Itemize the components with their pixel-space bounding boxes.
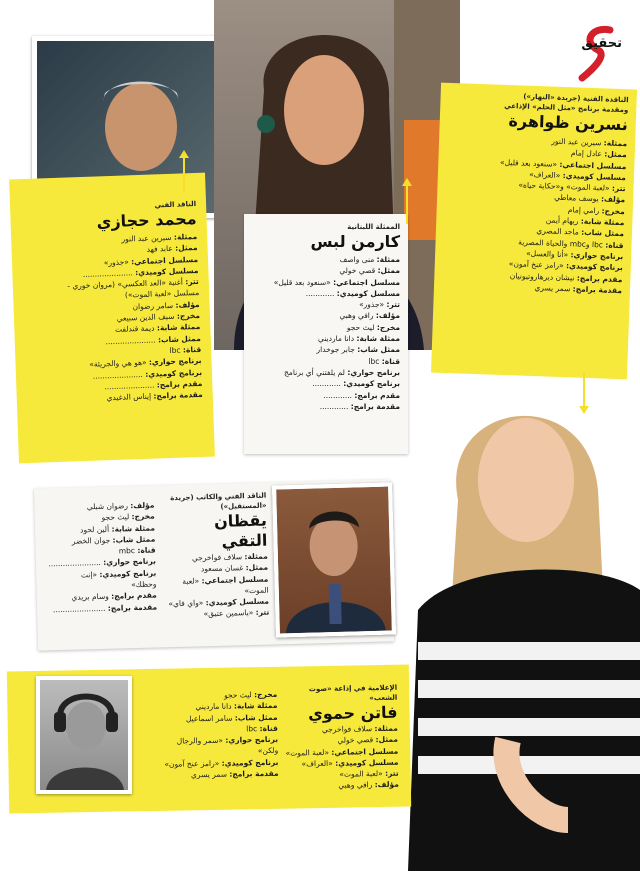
yaqzan-name: يقظان التقي [213, 510, 268, 551]
carmen-row [250, 401, 400, 412]
carmen-name: كارمن لبس [310, 232, 400, 251]
mohammad-row-value: ..................... [92, 369, 143, 381]
faten-left-row-label: مقدمة برامج: [229, 768, 279, 779]
faten-left-row-value: «سمر والرجال [176, 735, 224, 746]
faten-left-row-label: قناة: [259, 723, 278, 734]
yaqzan-row-value: غسان مسعود [200, 563, 244, 574]
yaqzan-left-row [41, 601, 157, 615]
carmen-role: الممثلة اللبنانية [347, 223, 400, 231]
nesrine-row-label: مسلسل اجتماعي: [559, 159, 627, 171]
nesrine-row-label: مؤلف: [600, 194, 626, 205]
faten-left-row-value: ليث حجو [223, 690, 252, 700]
faten-left-row-value: سامر اسماعيل [185, 713, 233, 723]
carmen-row-label: مؤلف: [375, 311, 400, 321]
nesrine-row-label: ممثل شاب: [581, 228, 625, 239]
yaqzan-left-row-label: برنامج كوميدي: [99, 568, 157, 579]
mohammad-role: الناقد الفني [154, 199, 197, 210]
yaqzan-left-row-label: ممثلة شابة: [111, 523, 156, 534]
yaqzan-row-value: سلاف فواخرجي [191, 552, 243, 563]
carmen-row-label: ممثل: [377, 266, 400, 276]
faten-left-row-label: مخرج: [254, 689, 278, 700]
yaqzan-row-label: مسلسل كوميدي: [205, 596, 270, 608]
yaqzan-left-row-value: ...................... [52, 603, 106, 614]
mohammad-row-label: ممثلة شابة: [156, 322, 201, 333]
nesrine-row-value: سمر يسري [534, 282, 571, 294]
carmen-panel [244, 214, 408, 454]
section-logo [552, 22, 632, 82]
mohammad-row-value: lbc [169, 345, 181, 355]
carmen-row [250, 322, 400, 333]
mohammad-row-value: ديمة قندلفت [114, 323, 155, 335]
nesrine-row-label: ممثلة: [603, 138, 628, 149]
yaqzan-role-line2: «المستقبل») [220, 501, 267, 511]
carmen-row-value: ليث حجو [346, 322, 375, 332]
faten-row-value: قصي خولي [337, 735, 374, 746]
faten-left-row-value: «رامز عنخ آمون» [164, 758, 220, 769]
yaqzan-row-value: الموت» [244, 585, 269, 596]
carmen-row-label: مقدمة برامج: [350, 401, 400, 411]
mohammad-row-label: ممثلة: [173, 231, 198, 242]
mohammad-row-label: مقدم برامج: [156, 378, 203, 390]
faten-row-label: مؤلف: [374, 780, 399, 790]
mohammad-row-label: برنامج حواري: [148, 356, 202, 368]
mohammad-row-value: «جذور» [103, 256, 129, 267]
faten-role: الإعلامية في إذاعة «صوت الشعب» [308, 683, 398, 703]
carmen-row-value: جابر جوخدار [316, 345, 355, 355]
arrow-carmen-head-icon [402, 178, 412, 186]
carmen-row-value: ............ [312, 379, 341, 389]
arrow-nesrine-head-icon [579, 406, 589, 414]
carmen-row [250, 356, 400, 367]
faten-left-row-value: دانا مارديني [195, 701, 232, 712]
yaqzan-left-row-label: مؤلف: [130, 500, 155, 511]
faten-row-value: سلاف فواخرجي [321, 724, 373, 735]
yaqzan-altaqi-photo [272, 482, 396, 637]
faten-left-row-label: برنامج كوميدي: [221, 757, 279, 768]
carmen-row-value: ............ [323, 390, 353, 400]
yaqzan-left-row-value: وسام بريدي [71, 592, 109, 603]
carmen-row [250, 367, 400, 378]
faten-left-row-label: ممثلة شابة: [233, 701, 278, 711]
carmen-row [250, 344, 400, 355]
mohammad-name: محمد حجازي [96, 208, 197, 232]
nesrine-row-value: سيرين عبد النور [551, 136, 602, 148]
nesrine-row-value: «سنعود بعد قليل» [499, 157, 558, 169]
arrow-nesrine [583, 372, 585, 408]
nesrine-name: نسرين ظواهرة [508, 111, 629, 135]
carmen-row-value: «جذور» [359, 300, 385, 310]
yaqzan-row [169, 607, 269, 621]
faten-row-value: «لعبة الموت» [285, 747, 330, 758]
nesrine-row-label: مسلسل كوميدي: [562, 170, 627, 183]
faten-left-row-value: سمر يسري [190, 769, 228, 780]
carmen-row-label: مخرج: [376, 322, 400, 332]
yaqzan-row-label: مسلسل اجتماعي: [201, 574, 269, 585]
nesrine-row-value: يوسف معاطي [553, 193, 599, 204]
carmen-row [250, 288, 400, 299]
carmen-row-label: برنامج كوميدي: [343, 379, 400, 389]
carmen-row-value: رافي وهبي [339, 311, 374, 321]
nesrine-row-label: تتر: [611, 183, 626, 194]
yaqzan-left-row-value: ألين لحود [79, 524, 110, 535]
carmen-row-label: مقدم برامج: [354, 390, 400, 400]
yaqzan-left-row-value: ...................... [48, 558, 101, 569]
mohammad-row-label: مقدمة برامج: [153, 390, 203, 401]
arrow-mohammad-head-icon [179, 150, 189, 158]
yaqzan-row-value: «ياسمين عتيق» [203, 608, 254, 619]
carmen-row-label: تتر: [386, 300, 400, 310]
faten-row-value: «العراف» [301, 758, 333, 769]
faten-left-row-label: برنامج حواري: [225, 734, 279, 745]
yaqzan-left-row-value: «إنت [80, 569, 98, 580]
carmen-row [250, 299, 400, 310]
yaqzan-row-value: «لعبة [182, 575, 200, 586]
faten-row-label: مسلسل كوميدي: [335, 757, 399, 768]
carmen-row-value: lbc [368, 356, 380, 366]
nesrine-panel [431, 83, 637, 380]
arrow-carmen [406, 184, 408, 224]
mohammad-row-label: مسلسل كوميدي: [135, 265, 199, 278]
mohammad-row-value: أغنية «العد العكسي» (مروان خوري - [67, 277, 184, 291]
faten-row-value: رافي وهبي [338, 780, 373, 791]
mohammad-row-value: مسلسل «لعبة الموت») [124, 288, 200, 301]
yaqzan-left-row-label: ممثل شاب: [112, 534, 156, 545]
carmen-row [250, 333, 400, 344]
carmen-row-value: ............ [319, 401, 349, 411]
nesrine-row-value: «العراف» [529, 169, 561, 180]
nesrine-zawahra-photo [398, 360, 640, 871]
yaqzan-left-row-label: مقدمة برامج: [107, 602, 158, 613]
mohammad-row-label: ممثل: [175, 243, 198, 254]
yaqzan-left-row-value: جوان الخضر [71, 535, 111, 546]
nesrine-row-value: نيشان ديرهاروتيونيان [509, 270, 575, 282]
faten-row-value: «لعبة الموت» [339, 769, 383, 779]
carmen-row-value: لم يلفتني أي برنامج [283, 367, 345, 377]
carmen-row-value: قصي خولي [339, 266, 376, 276]
mohammad-row-value: إيناس الدغيدي [106, 391, 152, 403]
yaqzan-row-label: تتر: [255, 608, 270, 618]
nesrine-row-value: lbc وmbc والحياة المصرية [518, 237, 604, 250]
nesrine-row-value: «لعبة الموت» و«حكاية حياة» [518, 180, 610, 193]
nesrine-row-value: ماجد المصري [536, 226, 579, 237]
mohammad-row-label: ممثل شاب: [157, 333, 201, 345]
carmen-row-label: ممثل شاب: [357, 345, 400, 355]
faten-hamawi-photo [36, 676, 132, 794]
nesrine-row-label: ممثلة شابة: [580, 216, 625, 228]
faten-name: فاتن حموي [307, 702, 398, 724]
faten-row-label: ممثل: [375, 734, 399, 745]
yaqzan-left-row-label: قناة: [137, 545, 156, 556]
carmen-row-label: برنامج حواري: [347, 367, 400, 377]
nesrine-row-value: رامي إمام [567, 204, 600, 216]
nesrine-row-label: مقدم برامج: [576, 273, 623, 284]
nesrine-row-value: «أنا والعسل» [526, 248, 569, 260]
mohammad-row-label: قناة: [182, 344, 202, 355]
nesrine-row-value: «رامز عنخ آمون» [508, 259, 564, 271]
carmen-row [250, 390, 400, 401]
mohammad-row-label: مخرج: [176, 311, 201, 321]
carmen-row [250, 378, 400, 389]
yaqzan-row-value: «واي فاي» [168, 598, 204, 609]
carmen-row-label: مسلسل كوميدي: [336, 288, 400, 298]
carmen-row [250, 310, 400, 321]
mohammad-row-value: عابد فهد [146, 244, 173, 255]
carmen-row-value: ............ [305, 288, 335, 298]
yaqzan-role-line1: الناقد الفني والكاتب (جريدة [170, 491, 267, 503]
carmen-row-label: قناة: [381, 356, 400, 366]
faten-left-row-label: ممثل شاب: [234, 712, 278, 723]
yaqzan-left-row-value: mbc [118, 546, 136, 556]
carmen-row-label: ممثلة شابة: [356, 334, 400, 344]
yaqzan-left-row-value: ليث حجو [101, 512, 130, 523]
faten-left-row [155, 768, 279, 781]
carmen-row-label: مسلسل اجتماعي: [333, 277, 400, 287]
nesrine-row-label: مقدمة برامج: [572, 284, 623, 295]
faten-row-label: ممثلة: [374, 723, 398, 734]
mohammad-row-label: تتر: [185, 277, 199, 287]
arrow-mohammad [183, 156, 185, 192]
nesrine-row-label: مخرج: [601, 206, 625, 216]
yaqzan-left-row-value: وحظك» [131, 579, 157, 590]
mohammad-row-label: مسلسل اجتماعي: [131, 254, 199, 266]
mohammad-row-value: «هو هي والجريئة» [89, 358, 147, 370]
nesrine-row-label: برنامج كوميدي: [565, 261, 623, 273]
nesrine-row-label: قناة: [605, 240, 624, 250]
carmen-row-value: منى واصف [339, 255, 375, 264]
carmen-row [250, 277, 400, 288]
yaqzan-row-label: ممثل: [245, 562, 269, 573]
mohammad-row-value: سيرين عبد النور [121, 232, 172, 244]
faten-row-label: تتر: [385, 768, 399, 779]
mohammad-row-value: ..................... [105, 335, 156, 346]
faten-left-row-value: ولكن» [257, 746, 279, 756]
yaqzan-left-row-label: مقدم برامج: [111, 590, 157, 602]
nesrine-role-line1: الناقدة الفنية (جريدة «النهار») [523, 92, 629, 105]
nesrine-role-line2: ومقدمة برنامج «مثل الحلم» الإذاعي [504, 101, 629, 115]
yaqzan-left-row-value: رضوان شبلي [86, 501, 129, 512]
nesrine-row-value: ريهام أيمن [545, 215, 579, 226]
nesrine-row-label: ممثل: [604, 149, 627, 160]
carmen-row [250, 265, 400, 276]
mohammad-row-label: برنامج كوميدي: [145, 367, 203, 379]
yaqzan-left-row-label: برنامج حواري: [103, 557, 157, 568]
nesrine-row-label: برنامج حواري: [570, 250, 624, 262]
nesrine-row-value: عادل إمام [570, 148, 603, 159]
yaqzan-row-label: ممثلة: [244, 551, 268, 562]
yaqzan-left-row-label: مخرج: [131, 511, 155, 522]
mohammad-row-value: سامر رضوان [132, 300, 174, 312]
faten-row-label: مسلسل اجتماعي: [331, 746, 399, 757]
mohammad-row-value: سيف الدين سبيعي [116, 311, 175, 323]
mohammad-row-label: مؤلف: [175, 299, 200, 310]
faten-row [287, 779, 399, 792]
carmen-row [250, 254, 400, 265]
faten-left-row-value: lbc [246, 724, 258, 734]
carmen-row-label: ممثلة: [376, 255, 400, 264]
mohammad-panel [9, 173, 215, 464]
carmen-row-value: دانا مارديني [318, 334, 355, 344]
carmen-row-value: «سنعود بعد قليل» [273, 277, 331, 287]
mohammad-row-value: ..................... [82, 268, 133, 279]
section-label: تحقيق [581, 36, 622, 51]
mohammad-row-value: ..................... [104, 380, 155, 392]
